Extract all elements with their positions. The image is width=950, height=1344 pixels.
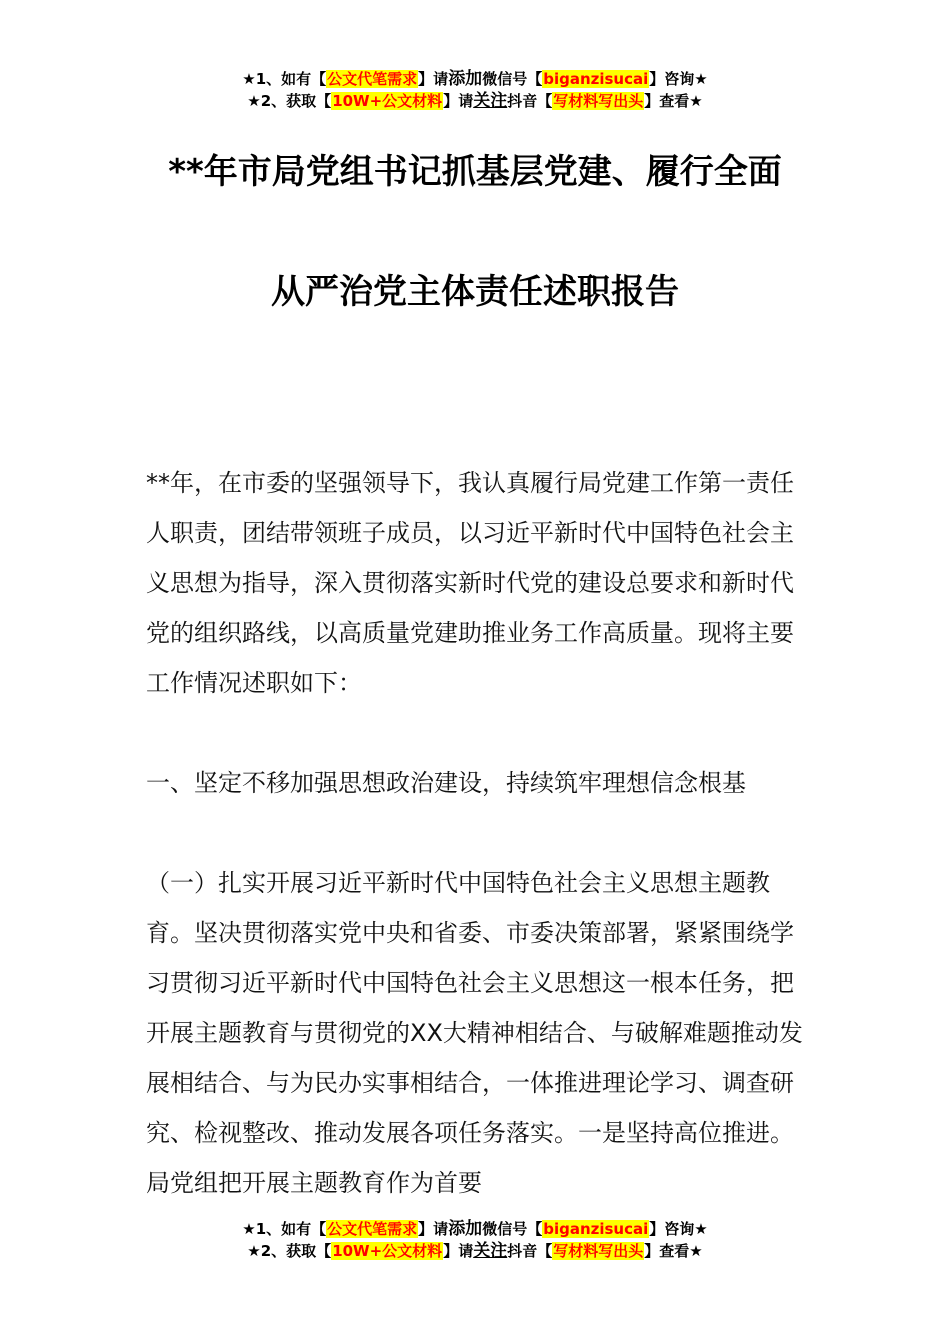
highlight-douyin-id: 写材料写出头 — [553, 92, 644, 110]
document-title-line-1: **年市局党组书记抓基层党建、履行全面 — [168, 152, 782, 192]
banner-text: ★1、如有【 — [242, 70, 327, 88]
banner-text: 抖音【 — [507, 1242, 553, 1260]
footer-banner — [0, 1218, 950, 1262]
banner-emphasis: 关注 — [473, 91, 508, 111]
banner-emphasis: 关注 — [473, 1241, 508, 1261]
highlight-service: 公文代笔需求 — [327, 1220, 418, 1238]
section-heading-1 — [146, 758, 810, 808]
intro-paragraph — [146, 458, 810, 708]
banner-text: 微信号【 — [482, 70, 543, 88]
banner-text: 微信号【 — [482, 1220, 543, 1238]
intro-text: **年，在市委的坚强领导下，我认真履行局党建工作第一责任人职责，团结带领班子成员，以习近平新时代中国特色社会主义思想为指导，深入贯彻落实新时代党的建设总要求和新时代党的组织路线，以高质量党建助推业务工作高质量。现将主要工作情况述职如下： — [146, 469, 794, 697]
banner-line-1 — [0, 1218, 950, 1240]
banner-text: 抖音【 — [507, 92, 553, 110]
banner-text: ★2、获取【 — [247, 92, 332, 110]
header-banner — [0, 68, 950, 112]
banner-line-1 — [0, 68, 950, 90]
section-heading-text: 一、坚定不移加强思想政治建设，持续筑牢理想信念根基 — [146, 769, 746, 797]
banner-emphasis: 添加 — [448, 1219, 483, 1239]
banner-text: ★2、获取【 — [247, 1242, 332, 1260]
banner-line-2 — [0, 90, 950, 112]
banner-text: 】请 — [443, 92, 474, 110]
banner-emphasis: 添加 — [448, 69, 483, 89]
banner-text: 】咨询★ — [649, 1220, 708, 1238]
document-title-line-2: 从严治党主体责任述职报告 — [271, 272, 679, 312]
subsection-paragraph-1 — [146, 858, 810, 1208]
banner-text: ★1、如有【 — [242, 1220, 327, 1238]
banner-text: 】查看★ — [644, 92, 703, 110]
banner-text: 】请 — [443, 1242, 474, 1260]
banner-text: 】请 — [418, 1220, 449, 1238]
banner-text: 】咨询★ — [649, 70, 708, 88]
banner-line-2 — [0, 1240, 950, 1262]
subsection-text: （一）扎实开展习近平新时代中国特色社会主义思想主题教育。坚决贯彻落实党中央和省委、市委决策部署，紧紧围绕学习贯彻习近平新时代中国特色社会主义思想这一根本任务，把开展主题教育与贯彻党的XX大精神相结合、与破解难题推动发展相结合、与为民办实事相结合，一体推进理论学习、调查研究、检视整改、推动发展各项任务落实。一是坚持高位推进。局党组把开展主题教育作为首要 — [146, 869, 803, 1197]
highlight-douyin-id: 写材料写出头 — [553, 1242, 644, 1260]
highlight-wechat-id: biganzisucai — [543, 1220, 649, 1238]
highlight-materials: 10W+公文材料 — [332, 92, 443, 110]
highlight-service: 公文代笔需求 — [327, 70, 418, 88]
banner-text: 】查看★ — [644, 1242, 703, 1260]
highlight-wechat-id: biganzisucai — [543, 70, 649, 88]
banner-text: 】请 — [418, 70, 449, 88]
highlight-materials: 10W+公文材料 — [332, 1242, 443, 1260]
